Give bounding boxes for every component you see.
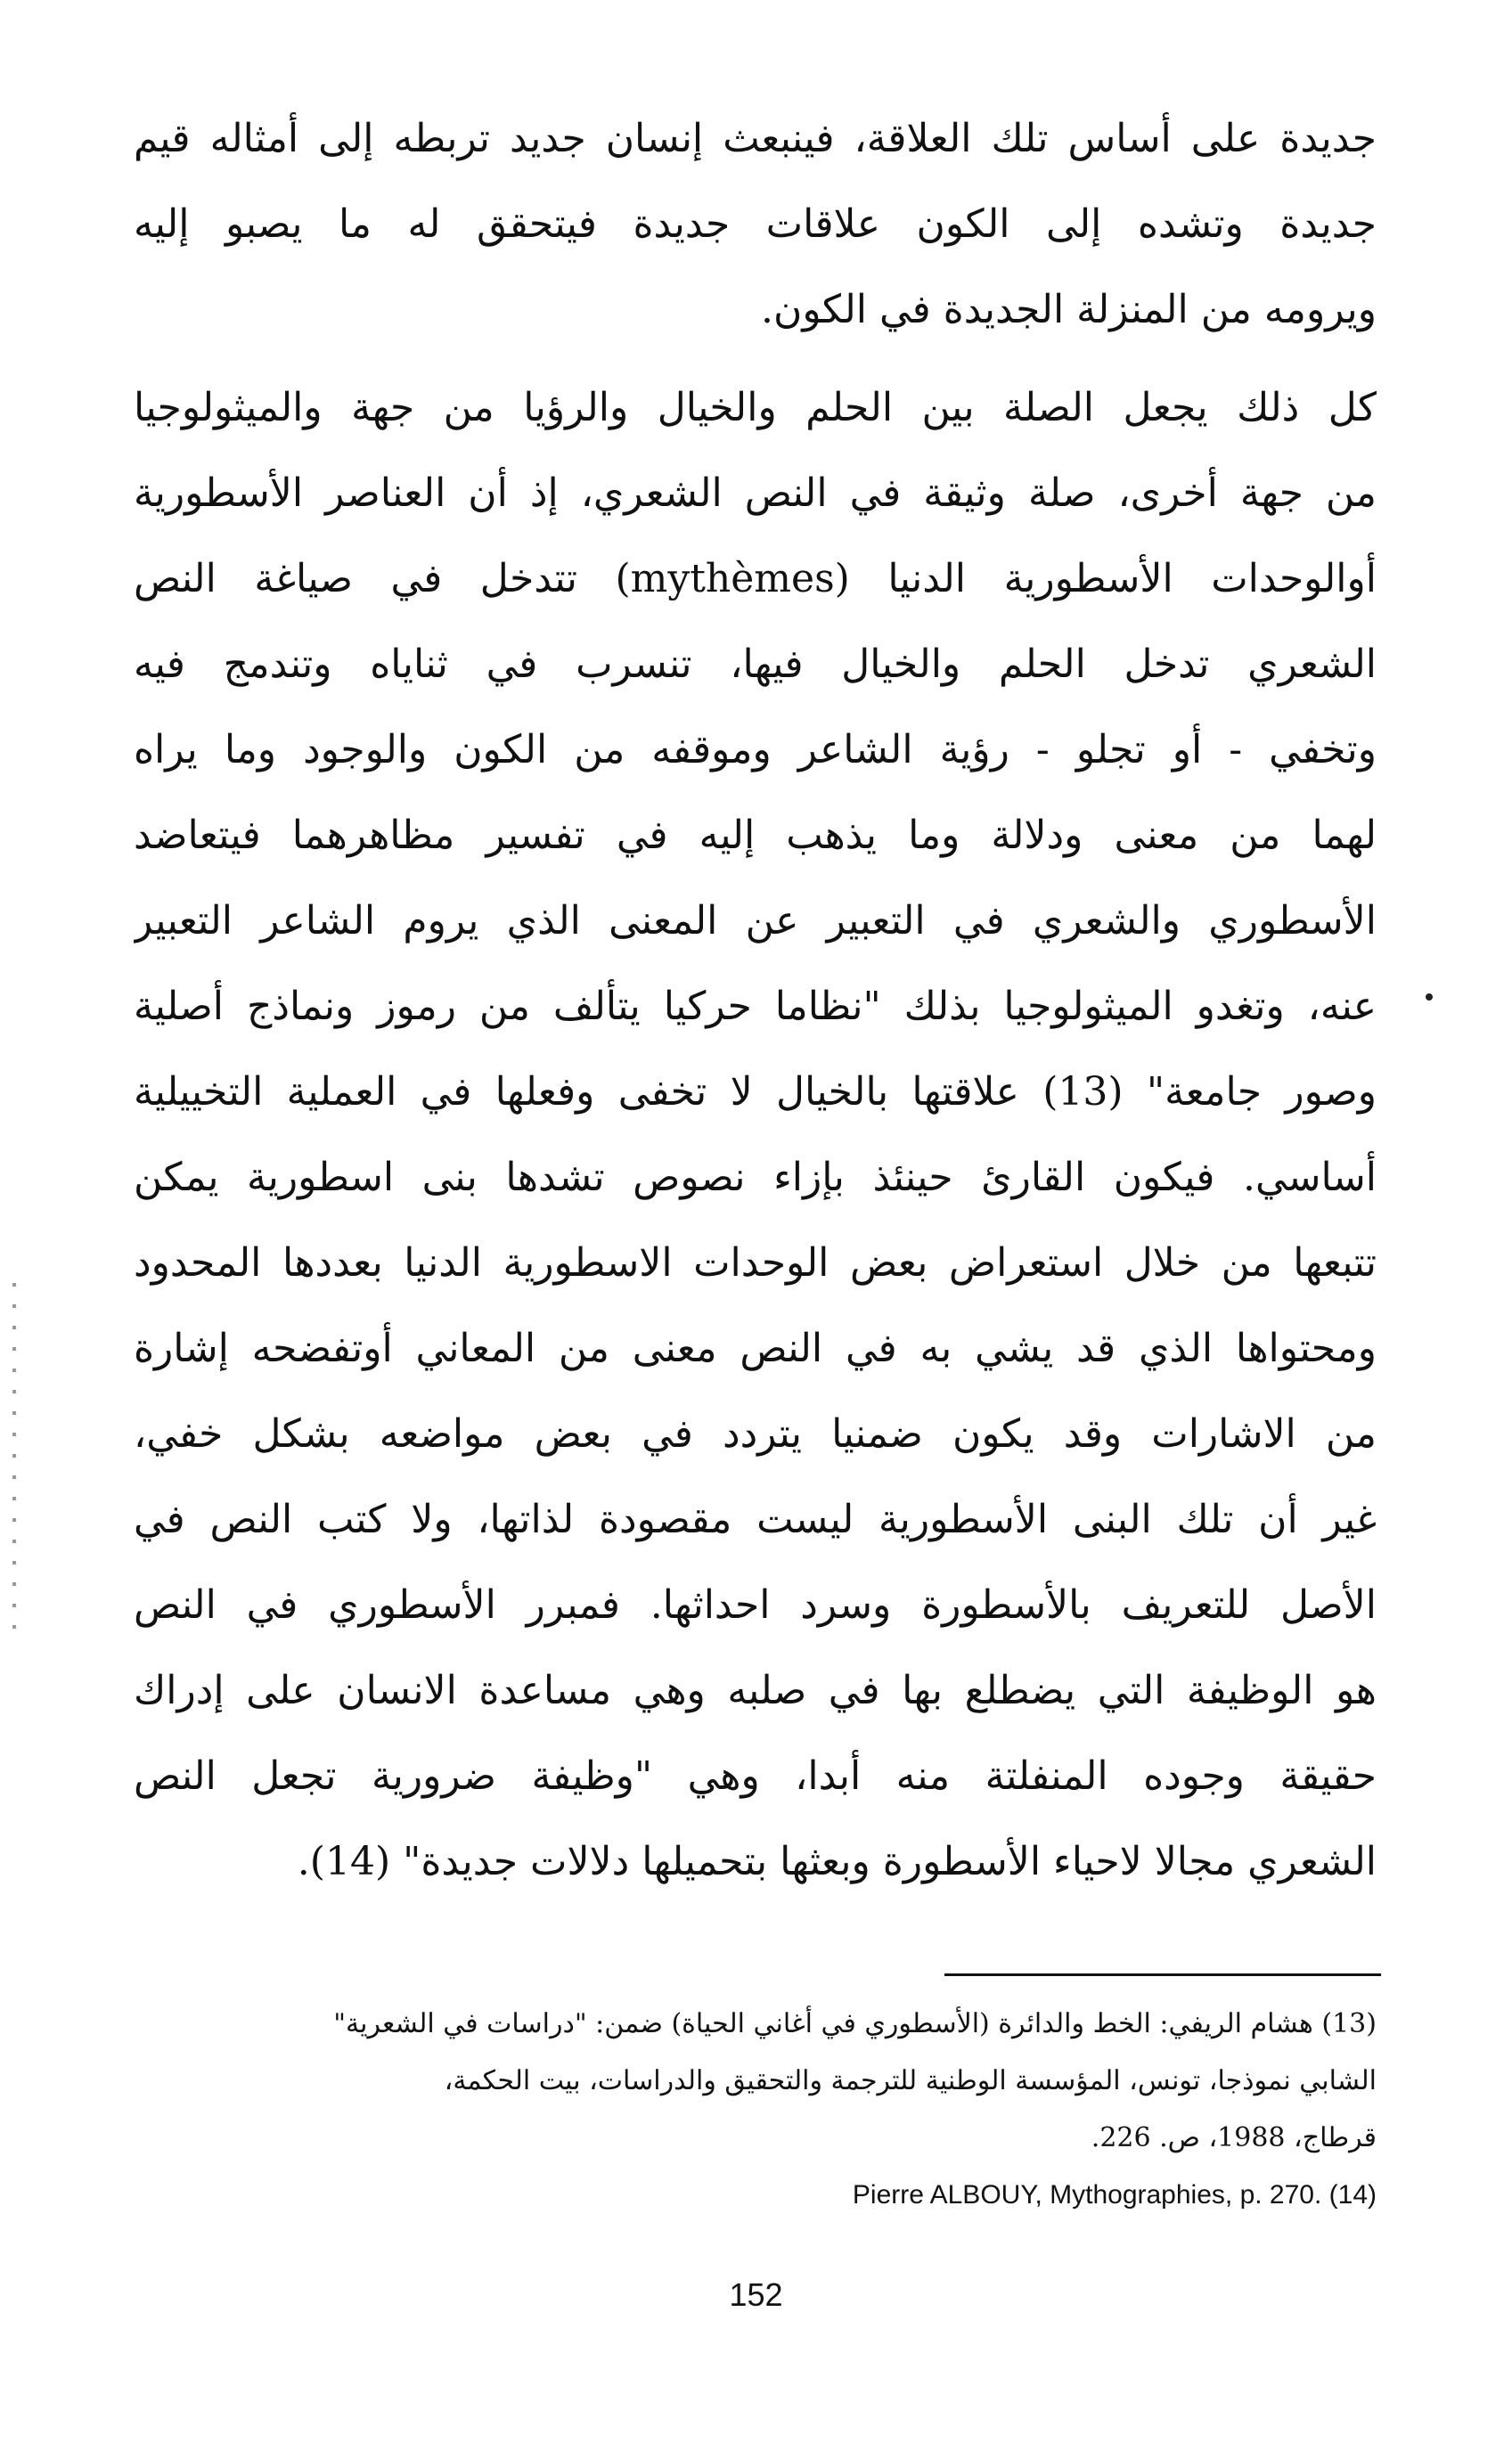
text-line: من جهة أخرى، صلة وثيقة في النص الشعري، إذ أن العناصر الأسطورية — [134, 470, 1377, 516]
text-line: جديدة وتشده إلى الكون علاقات جديدة فيتحقق له ما يصبو إليه — [134, 201, 1377, 247]
footnote-line: قرطاج، 1988، ص. 226. — [1091, 2122, 1377, 2153]
text-line: تتبعها من خلال استعراض بعض الوحدات الاسطورية الدنيا بعددها المحدود — [134, 1240, 1377, 1286]
text-line: الأصل للتعريف بالأسطورة وسرد احداثها. فمبرر الأسطوري في النص — [134, 1582, 1377, 1628]
footnote-divider — [944, 1973, 1381, 1976]
text-line: كل ذلك يجعل الصلة بين الحلم والخيال والرؤيا من جهة والميثولوجيا — [134, 385, 1377, 430]
scan-margin-marks — [12, 1283, 16, 1639]
text-line: عنه، وتغدو الميثولوجيا بذلك "نظاما حركيا يتألف من رموز ونماذج أصلية — [134, 984, 1377, 1029]
text-line: الأسطوري والشعري في التعبير عن المعنى الذي يروم الشاعر التعبير — [134, 898, 1377, 944]
text-line: ومحتواها الذي قد يشي به في النص معنى من المعاني أوتفضحه إشارة — [134, 1326, 1377, 1371]
text-line: أساسي. فيكون القارئ حينئذ بإزاء نصوص تشدها بنى اسطورية يمكن — [134, 1155, 1377, 1200]
text-line: هو الوظيفة التي يضطلع بها في صلبه وهي مساعدة الانسان على إدراك — [134, 1668, 1377, 1713]
footnote-line: الشابي نموذجا، تونس، المؤسسة الوطنية للترجمة والتحقيق والدراسات، بيت الحكمة، — [444, 2065, 1377, 2096]
footnote-line: (13) هشام الريفي: الخط والدائرة (الأسطوري في أغاني الحياة) ضمن: "دراسات في الشعرية" — [333, 2008, 1377, 2039]
text-line: غير أن تلك البنى الأسطورية ليست مقصودة لذاتها، ولا كتب النص في — [134, 1497, 1377, 1542]
footnotes — [134, 1996, 1377, 2224]
paragraph-main — [134, 365, 1377, 1905]
text-line: ويرومه من المنزلة الجديدة في الكون. — [761, 287, 1377, 332]
text-line: أوالوحدات الأسطورية الدنيا (mythèmes) تتدخل في صياغة النص — [134, 556, 1377, 601]
paragraph-continuation — [134, 96, 1377, 353]
text-line: وتخفي - أو تجلو - رؤية الشاعر وموقفه من الكون والوجود وما يراه — [134, 727, 1377, 772]
text-line: لهما من معنى ودلالة وما يذهب إليه في تفسير مظاهرهما فيتعاضد — [134, 813, 1377, 858]
text-line: الشعري تدخل الحلم والخيال فيها، تنسرب في ثناياه وتندمج فيه — [134, 641, 1377, 687]
text-line: حقيقة وجوده المنفلتة منه أبدا، وهي "وظيفة ضرورية تجعل النص — [134, 1753, 1377, 1799]
text-line: الشعري مجالا لاحياء الأسطورة وبعثها بتحميلها دلالات جديدة" (14). — [297, 1839, 1377, 1884]
margin-dot — [1426, 993, 1433, 1001]
text-line: وصور جامعة" (13) علاقتها بالخيال لا تخفى وفعلها في العملية التخييلية — [134, 1069, 1377, 1115]
footnote-line: Pierre ALBOUY, Mythographies, p. 270. (14) — [852, 2180, 1377, 2210]
text-line: من الاشارات وقد يكون ضمنيا يتردد في بعض مواضعه بشكل خفي، — [134, 1411, 1377, 1457]
text-line: جديدة على أساس تلك العلاقة، فينبعث إنسان جديد تربطه إلى أمثاله قيم — [134, 116, 1377, 161]
page-number: 152 — [729, 2276, 783, 2313]
